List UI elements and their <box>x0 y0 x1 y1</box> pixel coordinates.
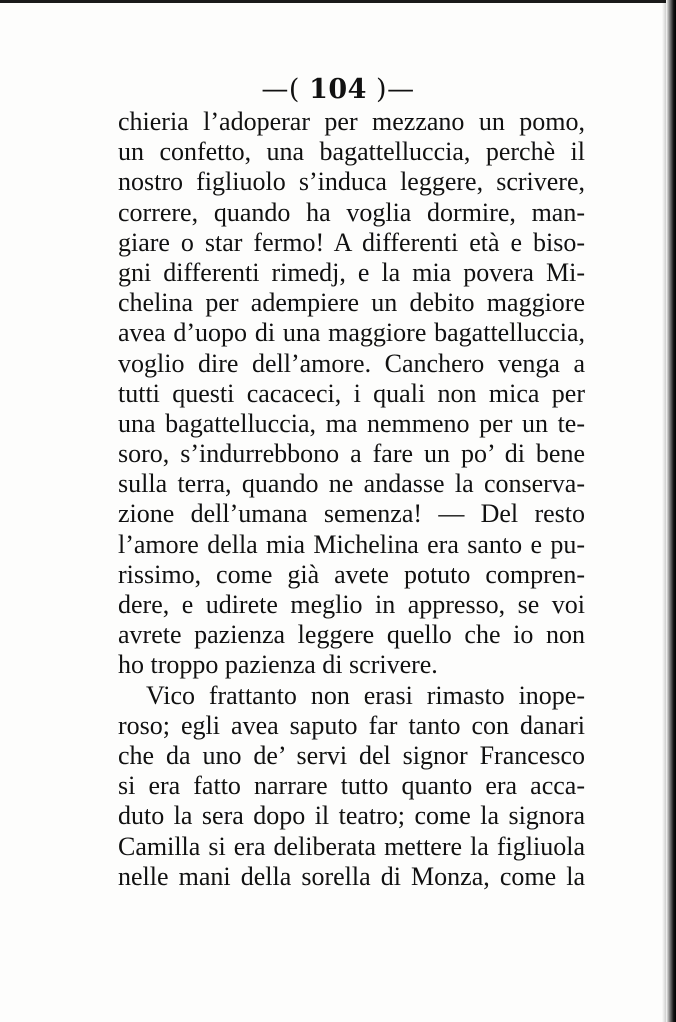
text-line: un confetto, una bagattelluccia, perchè il <box>118 137 585 167</box>
text-line: Vico frattanto non erasi rimasto inope- <box>146 680 585 710</box>
text-line: rissimo, come già avete potuto compren- <box>118 559 585 589</box>
text-line: roso; egli avea saputo far tanto con danari <box>118 710 585 740</box>
page-top-edge <box>0 0 676 3</box>
page-right-edge <box>666 0 676 1022</box>
text-line: correre, quando ha voglia dormire, man- <box>118 197 585 227</box>
page-header <box>0 74 676 105</box>
text-line: zione dell’umana semenza! — Del resto <box>118 499 585 529</box>
header-prefix: —( <box>261 74 300 105</box>
text-line: soro, s’indurrebbono a fare un po’ di bene <box>118 439 585 469</box>
text-line: sulla terra, quando ne andasse la conserva- <box>118 469 585 499</box>
text-line: duto la sera dopo il teatro; come la signora <box>118 801 585 831</box>
text-line: Camilla si era deliberata mettere la figliuola <box>118 831 585 861</box>
text-line: nostro figliuolo s’induca leggere, scrivere, <box>118 167 585 197</box>
text-line: nelle mani della sorella di Monza, come la <box>118 861 585 891</box>
text-line: chelina per adempiere un debito maggiore <box>118 288 585 318</box>
body-text <box>118 107 585 892</box>
text-line: si era fatto narrare tutto quanto era acca- <box>118 771 585 801</box>
text-line: dere, e udirete meglio in appresso, se voi <box>118 590 585 619</box>
text-line: voglio dire dell’amore. Canchero venga a <box>118 348 585 378</box>
text-line: una bagattelluccia, ma nemmeno per un te- <box>118 408 585 438</box>
text-line: l’amore della mia Michelina era santo e pu- <box>118 529 585 559</box>
text-line: chieria l’adoperar per mezzano un pomo, <box>118 107 585 136</box>
text-line: giare o star fermo! A differenti età e biso- <box>118 227 585 257</box>
text-line: tutti questi cacaceci, i quali non mica per <box>118 378 585 408</box>
text-line: avrete pazienza leggere quello che io non <box>118 620 585 650</box>
page-number: 104 <box>309 74 367 105</box>
text-line: ho troppo pazienza di scrivere. <box>118 650 438 680</box>
text-line: gni differenti rimedj, e la mia povera Mi- <box>118 257 585 287</box>
text-line: avea d’uopo di una maggiore bagattelluccia, <box>118 318 585 348</box>
header-suffix: )— <box>376 74 415 105</box>
text-line: che da uno de’ servi del signor Francesco <box>118 740 585 770</box>
